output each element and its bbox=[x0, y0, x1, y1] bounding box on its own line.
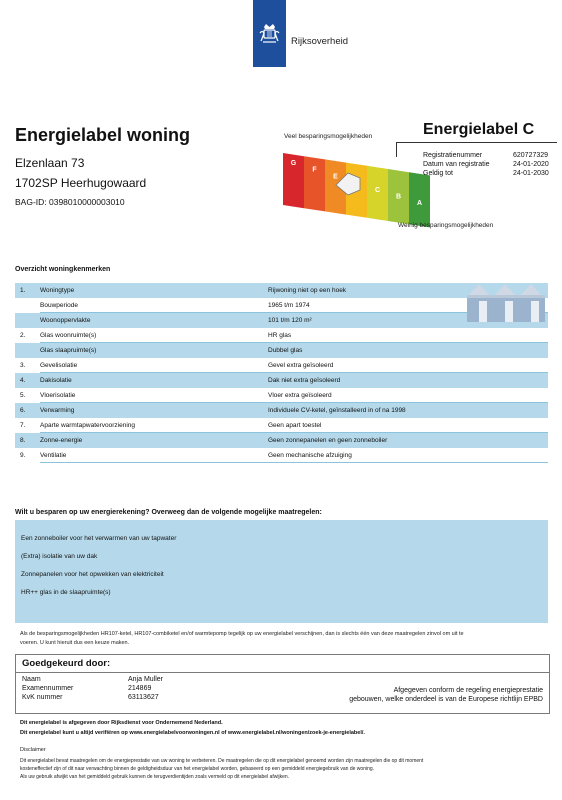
scale-top-caption: Veel besparingsmogelijkheden bbox=[284, 133, 373, 140]
overview-row bbox=[15, 403, 548, 418]
row-number: 5. bbox=[20, 392, 26, 399]
row-houses-icon bbox=[465, 281, 547, 323]
row-label: Glas slaapruimte(s) bbox=[40, 347, 97, 354]
overview-row bbox=[15, 388, 548, 403]
page-title: Energielabel woning bbox=[15, 125, 191, 145]
overview-row bbox=[15, 448, 548, 463]
row-label: Gevelisolatie bbox=[40, 362, 78, 369]
row-value: Gevel extra geïsoleerd bbox=[268, 362, 334, 369]
row-label: Woningtype bbox=[40, 287, 75, 294]
overview-row bbox=[15, 373, 548, 388]
scale-bottom-caption: Weinig besparingsmogelijkheden bbox=[398, 222, 494, 229]
row-value: Individuele CV-ketel, geïnstalleerd in of na 1998 bbox=[268, 407, 406, 414]
row-number: 3. bbox=[20, 362, 26, 369]
scale-letter: A bbox=[416, 200, 423, 208]
scale-letter: B bbox=[395, 193, 402, 201]
savings-item: HR++ glas in de slaapruimte(s) bbox=[21, 589, 111, 596]
approved-label: Naam bbox=[22, 676, 41, 683]
row-label: Dakisolatie bbox=[40, 377, 72, 384]
disclaimer-text: Dit energielabel bevat maatregelen om de energieprestatie van uw woning te verbeteren. De maatregelen die op dit energielabel genoemd worden zijn maatregelen die op dit moment kosteneffectief zijn of dit naar verwachting binnen de geldigheidsduur van het energielabel worden, gebaseerd op een gemiddeld energiegebruik van de woning. Als uw gebruik afwijkt van het gemiddeld gebruik kunnen de terugverdientijden zoals vermeld op dit energielabel afwijken. bbox=[20, 758, 424, 780]
row-number: 2. bbox=[20, 332, 26, 339]
approved-label: KvK nummer bbox=[22, 694, 63, 701]
row-label: Vloerisolatie bbox=[40, 392, 76, 399]
row-number: 1. bbox=[20, 287, 26, 294]
row-number: 9. bbox=[20, 452, 26, 459]
row-number: 4. bbox=[20, 377, 26, 384]
row-number: 8. bbox=[20, 437, 26, 444]
scale-band-f bbox=[304, 156, 325, 211]
address-street: Elzenlaan 73 bbox=[15, 156, 85, 170]
approved-title: Goedgekeurd door: bbox=[22, 658, 111, 669]
divider bbox=[16, 672, 549, 673]
row-value: 1965 t/m 1974 bbox=[268, 302, 310, 309]
row-label: Aparte warmtapwatervoorziening bbox=[40, 422, 136, 429]
row-label: Bouwperiode bbox=[40, 302, 78, 309]
row-divider bbox=[40, 462, 548, 463]
overview-row bbox=[15, 358, 548, 373]
row-label: Verwarming bbox=[40, 407, 75, 414]
row-value: Geen apart toestel bbox=[268, 422, 322, 429]
row-value: Geen mechanische afzuiging bbox=[268, 452, 352, 459]
label-title: Energielabel C bbox=[423, 121, 535, 138]
row-value: Dak niet extra geïsoleerd bbox=[268, 377, 341, 384]
savings-item: Zonnepanelen voor het opwekken van elektriciteit bbox=[21, 571, 164, 578]
approved-box bbox=[15, 654, 550, 714]
overview-row bbox=[15, 418, 548, 433]
row-label: Zonne-energie bbox=[40, 437, 83, 444]
savings-item: Een zonneboiler voor het verwarmen van uw tapwater bbox=[21, 535, 177, 542]
row-value: HR glas bbox=[268, 332, 292, 339]
scale-letter: C bbox=[374, 186, 381, 194]
scale-letter: E bbox=[333, 173, 338, 181]
row-value: Dubbel glas bbox=[268, 347, 303, 354]
rijksoverheid-wordmark: Rijksoverheid bbox=[291, 36, 349, 47]
row-label: Woonoppervlakte bbox=[40, 317, 91, 324]
row-value: Vloer extra geïsoleerd bbox=[268, 392, 332, 399]
issued-by-text: Dit energielabel is afgegeven door Rijksdienst voor Ondernemend Nederland. bbox=[20, 720, 223, 726]
rijksoverheid-logo-box bbox=[253, 0, 286, 67]
row-value: Rijwoning niet op een hoek bbox=[268, 287, 347, 294]
meta-row: Datum van registratie 24-01-2020 bbox=[423, 161, 549, 168]
address-postcode-city: 1702SP Heerhugowaard bbox=[15, 176, 147, 190]
row-number: 7. bbox=[20, 422, 26, 429]
row-value: 101 t/m 120 m² bbox=[268, 317, 312, 324]
savings-note: Als de besparingsmogelijkheden HR107-ketel, HR107-combiketel en/of warmtepomp tegelijk op uw energielabel verschijnen, dan is slechts één van deze maatregelen zinvol om uit te voeren. U kunt hieruit dus een keuze maken. bbox=[20, 631, 464, 646]
row-label: Ventilatie bbox=[40, 452, 67, 459]
meta-row: Geldig tot 24-01-2030 bbox=[423, 170, 549, 177]
approved-label: Examennummer bbox=[22, 685, 74, 692]
savings-item: (Extra) isolatie van uw dak bbox=[21, 553, 98, 560]
scale-letter: G bbox=[290, 160, 297, 167]
savings-title: Wilt u besparen op uw energierekening? Overweeg dan de volgende mogelijke maatregelen: bbox=[15, 509, 322, 516]
approved-value: Anja Muller bbox=[128, 676, 164, 683]
overview-row bbox=[15, 328, 548, 343]
conformity-statement: Afgegeven conform de regeling energieprestatie gebouwen, welke onderdeel is van de Europese richtlijn EPBD bbox=[349, 687, 543, 703]
row-value: Geen zonnepanelen en geen zonneboiler bbox=[268, 437, 388, 444]
meta-row: Registratienummer 620727329 bbox=[423, 152, 549, 159]
savings-box bbox=[15, 520, 548, 623]
row-number: 6. bbox=[20, 407, 26, 414]
overview-row bbox=[15, 433, 548, 448]
crown-lion-emblem-icon bbox=[257, 21, 282, 46]
overview-row bbox=[15, 343, 548, 358]
verify-text: Dit energielabel kunt u altijd verifiëren op www.energielabelvoorwoningen.nl of www.energielabel.nl/woningen/zoek-je-energielabel/. bbox=[20, 730, 365, 736]
energy-label-scale bbox=[278, 145, 443, 230]
bag-id: BAG-ID: 0398010000003010 bbox=[15, 197, 125, 207]
label-meta bbox=[423, 151, 553, 178]
scale-letter: F bbox=[312, 166, 317, 174]
disclaimer-title: Disclaimer bbox=[20, 747, 46, 753]
approved-value: 63113627 bbox=[128, 694, 159, 701]
row-label: Glas woonruimte(s) bbox=[40, 332, 97, 339]
approved-value: 214869 bbox=[128, 685, 152, 692]
overview-title: Overzicht woningkenmerken bbox=[15, 266, 111, 273]
